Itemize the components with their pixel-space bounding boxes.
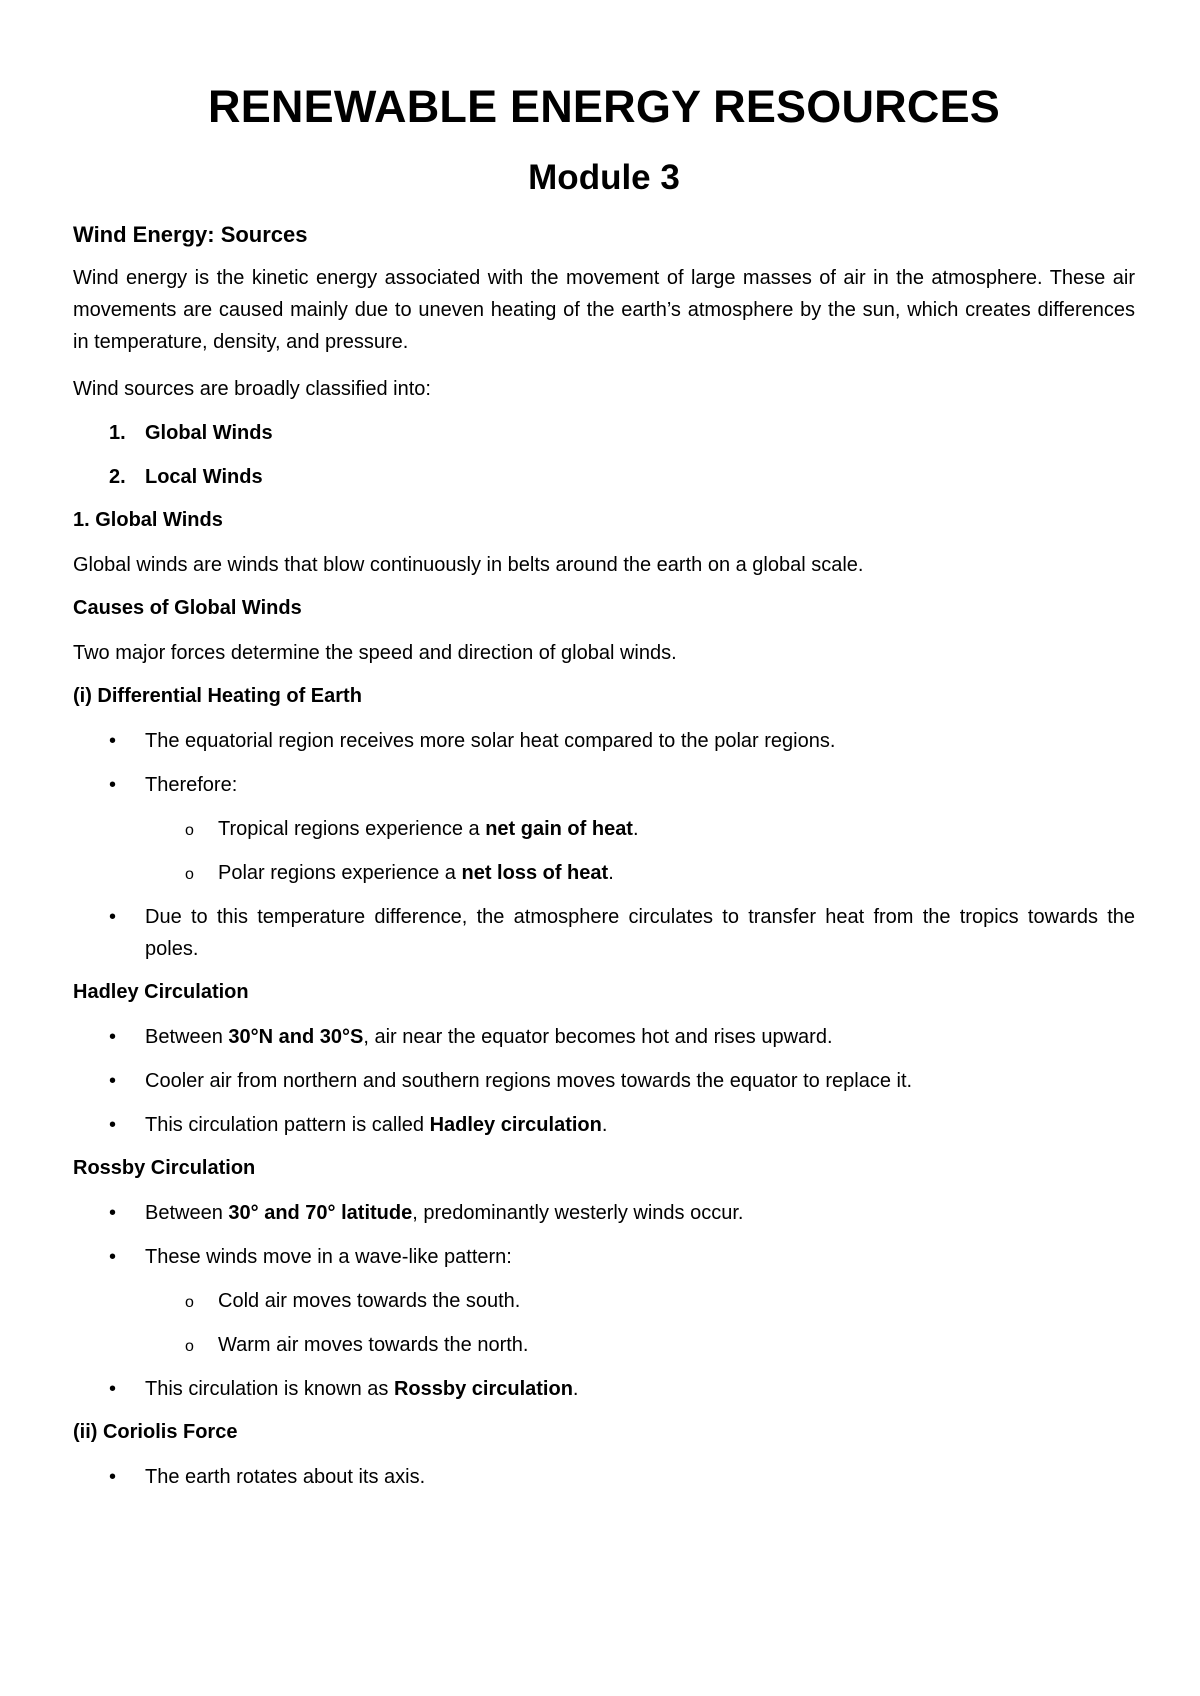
bullet-icon: • [109,1246,117,1268]
global-winds-heading: 1. Global Winds [73,509,223,531]
bullet-icon: • [109,730,117,752]
list-item-text: Global Winds [145,422,273,444]
bullet-text-pre: This circulation pattern is called [145,1114,430,1136]
bullet-icon: • [109,1202,117,1224]
bullet-text: Cooler air from northern and southern regions moves towards the equator to replace it. [145,1070,913,1092]
rossby-heading: Rossby Circulation [73,1157,256,1179]
bullet-icon: • [109,1114,117,1136]
bullet-icon: • [109,1070,117,1092]
bullet-icon: • [109,906,117,928]
bullet-text-pre: Between [145,1026,229,1048]
bullet-item [73,725,1135,757]
sub-bullet-icon: o [185,866,194,883]
bullet-item [73,901,1135,965]
list-number: 1. [109,422,126,444]
bullet-bold: 30°N and 30°S [228,1026,364,1048]
sub-bullet-bold: net gain of heat [485,818,633,840]
document-title: RENEWABLE ENERGY RESOURCES [208,81,1000,132]
list-item-text: Local Winds [145,466,263,488]
sub-bullet-text: Cold air moves towards the south. [218,1290,521,1312]
bullet-text-post: , predominantly westerly winds occur. [412,1202,744,1224]
bullet-text-post: , air near the equator becomes hot and rises upward. [363,1026,833,1048]
bullet-item [73,1241,1135,1273]
sub-bullet-text-pre: Tropical regions experience a [218,818,486,840]
sub-bullet-item [73,813,1135,845]
sub-bullet-icon: o [185,1338,194,1355]
bullet-text: These winds move in a wave-like pattern: [145,1246,512,1268]
bullet-icon: • [109,1466,117,1488]
bullet-text: Due to this temperature difference, the atmosphere circulates to transfer heat from the tropics towards the poles. [145,906,1135,960]
sub-bullet-item [73,857,1135,889]
bullet-icon: • [109,1026,117,1048]
document-page [73,76,1135,1493]
bullet-text-post: . [572,1378,579,1400]
module-subtitle: Module 3 [528,158,680,197]
bullet-item [73,1065,1135,1097]
bullet-text-pre: This circulation is known as [145,1378,394,1400]
global-winds-paragraph: Global winds are winds that blow continuously in belts around the earth on a global scale. [73,554,864,576]
sub-bullet-text: Warm air moves towards the north. [218,1334,529,1356]
bullet-text: The earth rotates about its axis. [145,1466,426,1488]
bullet-text-pre: Between [145,1202,229,1224]
bullet-text: The equatorial region receives more solar heat compared to the polar regions. [145,730,836,752]
causes-paragraph: Two major forces determine the speed and direction of global winds. [73,642,677,664]
intro-paragraph: Wind energy is the kinetic energy associated with the movement of large masses of air in the atmosphere. These air movements are caused mainly due to uneven heating of the earth’s atmosphere by the sun, which creates differences in temperature, density, and pressure. [73,267,1135,353]
bullet-item [73,1021,1135,1053]
bullet-item [73,1461,1135,1493]
bullet-item [73,1373,1135,1405]
sub-bullet-icon: o [185,1294,194,1311]
causes-heading: Causes of Global Winds [73,597,302,619]
list-number: 2. [109,466,126,488]
bullet-icon: • [109,1378,117,1400]
bullet-bold: 30° and 70° latitude [228,1202,413,1224]
coriolis-heading: (ii) Coriolis Force [73,1421,238,1443]
sub-bullet-icon: o [185,822,194,839]
numbered-item-local-winds [73,461,1135,493]
hadley-heading: Hadley Circulation [73,981,249,1003]
bullet-item [73,769,1135,801]
sub-bullet-item [73,1329,1135,1361]
bullet-item [73,1109,1135,1141]
bullet-bold: Rossby circulation [393,1378,573,1400]
sub-bullet-item [73,1285,1135,1317]
bullet-text: Therefore: [145,774,238,796]
bullet-text-post: . [601,1114,608,1136]
bullet-item [73,1197,1135,1229]
bullet-bold: Hadley circulation [429,1114,602,1136]
differential-heating-heading: (i) Differential Heating of Earth [73,685,362,707]
sub-bullet-bold: net loss of heat [461,862,609,884]
sub-bullet-text-post: . [632,818,639,840]
sub-bullet-text-pre: Polar regions experience a [218,862,462,884]
bullet-icon: • [109,774,117,796]
numbered-item-global-winds [73,417,1135,449]
classification-intro: Wind sources are broadly classified into: [73,378,431,400]
section-heading-wind-energy: Wind Energy: Sources [73,222,308,247]
sub-bullet-text-post: . [608,862,614,884]
